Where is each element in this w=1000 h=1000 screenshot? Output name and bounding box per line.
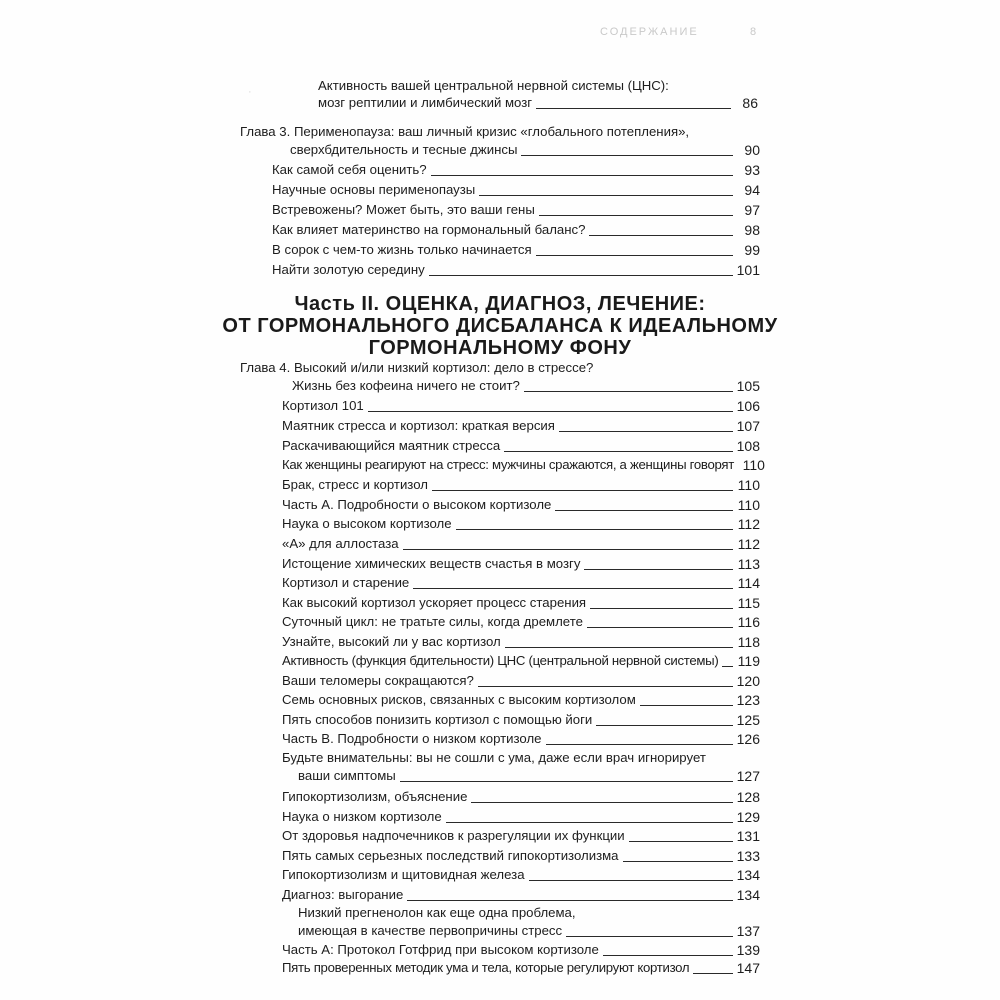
dot-leader bbox=[429, 275, 733, 276]
toc-entry-title: Научные основы перименопаузы bbox=[272, 182, 476, 197]
toc-entry-title: Часть А. Подробности о высоком кортизоле bbox=[282, 497, 552, 512]
dot-leader bbox=[479, 195, 733, 196]
toc-entry[interactable] bbox=[272, 238, 760, 258]
toc-entry-title: Как женщины реагируют на стресс: мужчины сражаются, а женщины говорят bbox=[282, 457, 734, 472]
toc-entry-title: Диагноз: выгорание bbox=[282, 887, 404, 902]
toc-entry-page: 108 bbox=[736, 438, 760, 454]
dot-leader bbox=[446, 822, 733, 823]
toc-entry-page: 119 bbox=[737, 653, 760, 669]
toc-entry-title: Низкий прегненолон как еще одна проблема, bbox=[298, 905, 576, 920]
dot-leader bbox=[368, 411, 733, 412]
toc-entry-title: Пять самых серьезных последствий гипокортизолизма bbox=[282, 848, 619, 863]
toc-entry[interactable] bbox=[282, 493, 760, 513]
toc-entry[interactable] bbox=[282, 938, 760, 958]
toc-entry-title: Пять проверенных методик ума и тела, которые регулируют кортизол bbox=[282, 960, 690, 975]
toc-entry-title: Гипокортизолизм, объяснение bbox=[282, 789, 468, 804]
toc-entry-page: 137 bbox=[736, 923, 760, 939]
toc-entry[interactable] bbox=[282, 434, 760, 454]
toc-entry-title: Пять способов понизить кортизол с помощью йоги bbox=[282, 712, 593, 727]
dot-leader bbox=[566, 936, 733, 937]
dot-leader bbox=[403, 549, 733, 550]
dot-leader bbox=[587, 627, 733, 628]
dot-leader bbox=[590, 608, 733, 609]
toc-entry-page: 126 bbox=[736, 731, 760, 747]
toc-chapter[interactable] bbox=[290, 138, 760, 158]
toc-chapter-title: сверхбдительность и тесные джинсы bbox=[290, 142, 518, 157]
dot-leader bbox=[539, 215, 733, 216]
dot-leader bbox=[584, 569, 733, 570]
toc-entry-title: Истощение химических веществ счастья в мозгу bbox=[282, 556, 581, 571]
toc-entry[interactable] bbox=[282, 649, 760, 669]
dot-leader bbox=[504, 451, 733, 452]
toc-entry-title: мозг рептилии и лимбический мозг bbox=[318, 95, 533, 110]
toc-entry[interactable] bbox=[272, 158, 760, 178]
toc-entry-title: Гипокортизолизм и щитовидная железа bbox=[282, 867, 525, 882]
toc-entry-title: Узнайте, высокий ли у вас кортизол bbox=[282, 634, 501, 649]
part-title-line: ОТ ГОРМОНАЛЬНОГО ДИСБАЛАНСА К ИДЕАЛЬНОМУ bbox=[222, 315, 778, 337]
toc-entry-title: В сорок с чем-то жизнь только начинается bbox=[272, 242, 532, 257]
toc-entry[interactable] bbox=[282, 571, 760, 591]
toc-entry-page: 115 bbox=[737, 595, 760, 611]
toc-entry[interactable] bbox=[272, 218, 760, 238]
toc-entry[interactable] bbox=[282, 824, 760, 844]
dot-leader bbox=[629, 841, 733, 842]
toc-entry-title: Ваши теломеры сокращаются? bbox=[282, 673, 474, 688]
toc-entry-page: 86 bbox=[742, 95, 758, 111]
toc-entry[interactable] bbox=[282, 453, 765, 473]
toc-entry[interactable] bbox=[282, 630, 760, 650]
toc-entry-title: Часть В. Подробности о низком кортизоле bbox=[282, 731, 542, 746]
toc-entry-page: 105 bbox=[736, 378, 760, 394]
toc-entry[interactable] bbox=[282, 414, 760, 434]
toc-chapter[interactable] bbox=[240, 120, 760, 140]
toc-entry-title: Брак, стресс и кортизол bbox=[282, 477, 428, 492]
toc-entry-page: 128 bbox=[736, 789, 760, 805]
toc-entry-page: 113 bbox=[737, 556, 760, 572]
dot-leader bbox=[555, 510, 733, 511]
toc-entry-page: 94 bbox=[744, 182, 760, 198]
dot-leader bbox=[431, 175, 733, 176]
dot-leader bbox=[432, 490, 733, 491]
dot-leader bbox=[546, 744, 734, 745]
toc-entry-title: Кортизол и старение bbox=[282, 575, 410, 590]
toc-entry-title: Найти золотую середину bbox=[272, 262, 425, 277]
toc-entry-title: Активность (функция бдительности) ЦНС (центральной нервной системы) bbox=[282, 653, 719, 668]
toc-entry-page: 118 bbox=[737, 634, 760, 650]
toc-chapter-title: Глава 4. Высокий и/или низкий кортизол: дело в стрессе? bbox=[240, 360, 594, 375]
toc-entry[interactable] bbox=[282, 591, 760, 611]
part-title-line: ОЦЕНКА, ДИАГНОЗ, ЛЕЧЕНИЕ: bbox=[385, 293, 706, 315]
toc-entry-page: 99 bbox=[744, 242, 760, 258]
toc-entry-page: 110 bbox=[737, 477, 760, 493]
bleed-through-mark: · bbox=[248, 86, 252, 98]
toc-entry-page: 133 bbox=[736, 848, 760, 864]
toc-entry-page: 125 bbox=[736, 712, 760, 728]
running-head-title: СОДЕРЖАНИЕ bbox=[600, 26, 699, 38]
dot-leader bbox=[413, 588, 733, 589]
toc-entry-title: Суточный цикл: не тратьте силы, когда дремлете bbox=[282, 614, 583, 629]
toc-entry[interactable] bbox=[272, 258, 760, 278]
toc-entry[interactable] bbox=[282, 473, 760, 493]
toc-entry-page: 98 bbox=[744, 222, 760, 238]
toc-entry-title: ваши симптомы bbox=[298, 768, 396, 783]
toc-entry-title: Раскачивающийся маятник стресса bbox=[282, 438, 501, 453]
toc-entry-title: Как влияет материнство на гормональный баланс? bbox=[272, 222, 586, 237]
dot-leader bbox=[400, 781, 733, 782]
toc-entry[interactable] bbox=[282, 610, 760, 630]
toc-entry[interactable] bbox=[298, 901, 760, 921]
toc-entry[interactable] bbox=[282, 727, 760, 747]
toc-entry-page: 134 bbox=[736, 867, 760, 883]
toc-entry-page: 120 bbox=[736, 673, 760, 689]
toc-entry-page: 106 bbox=[736, 398, 760, 414]
dot-leader bbox=[536, 255, 733, 256]
dot-leader bbox=[471, 802, 733, 803]
part-heading bbox=[220, 293, 780, 359]
toc-entry[interactable] bbox=[282, 708, 760, 728]
toc-chapter[interactable] bbox=[292, 374, 760, 394]
toc-entry-page: 114 bbox=[737, 575, 760, 591]
toc-entry-page: 127 bbox=[736, 768, 760, 784]
toc-entry-title: Как высокий кортизол ускоряет процесс старения bbox=[282, 595, 587, 610]
part-title-line: ГОРМОНАЛЬНОМУ ФОНУ bbox=[368, 337, 632, 359]
toc-entry[interactable] bbox=[282, 746, 760, 766]
toc-entry-page: 93 bbox=[744, 162, 760, 178]
toc-entry[interactable] bbox=[272, 178, 760, 198]
toc-chapter-title: Глава 3. Перименопауза: ваш личный кризис «глобального потепления», bbox=[240, 124, 690, 139]
toc-entry-title: Семь основных рисков, связанных с высоким кортизолом bbox=[282, 692, 636, 707]
dot-leader bbox=[559, 431, 733, 432]
toc-entry-title: Часть А: Протокол Готфрид при высоком кортизоле bbox=[282, 942, 599, 957]
toc-entry-page: 129 bbox=[736, 809, 760, 825]
toc-entry-page: 110 bbox=[737, 497, 760, 513]
toc-chapter-title: Жизнь без кофеина ничего не стоит? bbox=[292, 378, 520, 393]
dot-leader bbox=[529, 880, 733, 881]
toc-entry[interactable] bbox=[318, 91, 758, 111]
dot-leader bbox=[456, 529, 733, 530]
toc-entry-title: Наука о низком кортизоле bbox=[282, 809, 442, 824]
toc-entry-title: Наука о высоком кортизоле bbox=[282, 516, 452, 531]
toc-entry-page: 147 bbox=[736, 960, 760, 976]
toc-entry-title: Активность вашей центральной нервной системы (ЦНС): bbox=[318, 78, 669, 93]
toc-entry-page: 90 bbox=[744, 142, 760, 158]
toc-entry[interactable] bbox=[282, 805, 760, 825]
toc-entry-page: 116 bbox=[737, 614, 760, 630]
toc-entry[interactable] bbox=[282, 532, 760, 552]
dot-leader bbox=[505, 647, 733, 648]
toc-entry[interactable] bbox=[282, 785, 760, 805]
toc-entry[interactable] bbox=[282, 863, 760, 883]
toc-entry[interactable] bbox=[282, 512, 760, 532]
dot-leader bbox=[589, 235, 733, 236]
dot-leader bbox=[596, 725, 733, 726]
dot-leader bbox=[521, 155, 733, 156]
dot-leader bbox=[524, 391, 733, 392]
toc-entry-page: 112 bbox=[737, 536, 760, 552]
running-head-page: 8 bbox=[750, 26, 759, 38]
toc-entry-title: Встревожены? Может быть, это ваши гены bbox=[272, 202, 535, 217]
toc-entry[interactable] bbox=[298, 764, 760, 784]
part-label: Часть II. bbox=[294, 293, 380, 315]
toc-chapter[interactable] bbox=[240, 356, 760, 376]
toc-entry-title: «А» для аллостаза bbox=[282, 536, 399, 551]
toc-entry-title: имеющая в качестве первопричины стресс bbox=[298, 923, 563, 938]
dot-leader bbox=[693, 973, 733, 974]
toc-entry-page: 131 bbox=[736, 828, 760, 844]
toc-entry-page: 101 bbox=[736, 262, 760, 278]
dot-leader bbox=[722, 666, 733, 667]
dot-leader bbox=[640, 705, 733, 706]
toc-entry-page: 139 bbox=[736, 942, 760, 958]
toc-entry-page: 134 bbox=[736, 887, 760, 903]
toc-entry[interactable] bbox=[282, 552, 760, 572]
toc-entry[interactable] bbox=[282, 688, 760, 708]
toc-entry-page: 97 bbox=[744, 202, 760, 218]
toc-entry-title: Как самой себя оценить? bbox=[272, 162, 427, 177]
toc-entry[interactable] bbox=[282, 956, 760, 976]
toc-entry[interactable] bbox=[282, 394, 760, 414]
toc-entry[interactable] bbox=[282, 844, 760, 864]
toc-entry-title: Кортизол 101 bbox=[282, 398, 364, 413]
toc-entry-title: От здоровья надпочечников к разрегуляции их функции bbox=[282, 828, 625, 843]
dot-leader bbox=[623, 861, 733, 862]
toc-entry[interactable] bbox=[298, 919, 760, 939]
toc-entry-title: Будьте внимательны: вы не сошли с ума, даже если врач игнорирует bbox=[282, 750, 706, 765]
toc-entry-title: Маятник стресса и кортизол: краткая версия bbox=[282, 418, 555, 433]
toc-entry[interactable] bbox=[282, 669, 760, 689]
toc-entry-page: 107 bbox=[736, 418, 760, 434]
toc-entry[interactable] bbox=[272, 198, 760, 218]
dot-leader bbox=[478, 686, 733, 687]
toc-entry-page: 110 bbox=[742, 457, 765, 473]
toc-entry-page: 123 bbox=[736, 692, 760, 708]
dot-leader bbox=[536, 108, 731, 109]
toc-entry[interactable] bbox=[282, 883, 760, 903]
toc-entry-page: 112 bbox=[737, 516, 760, 532]
